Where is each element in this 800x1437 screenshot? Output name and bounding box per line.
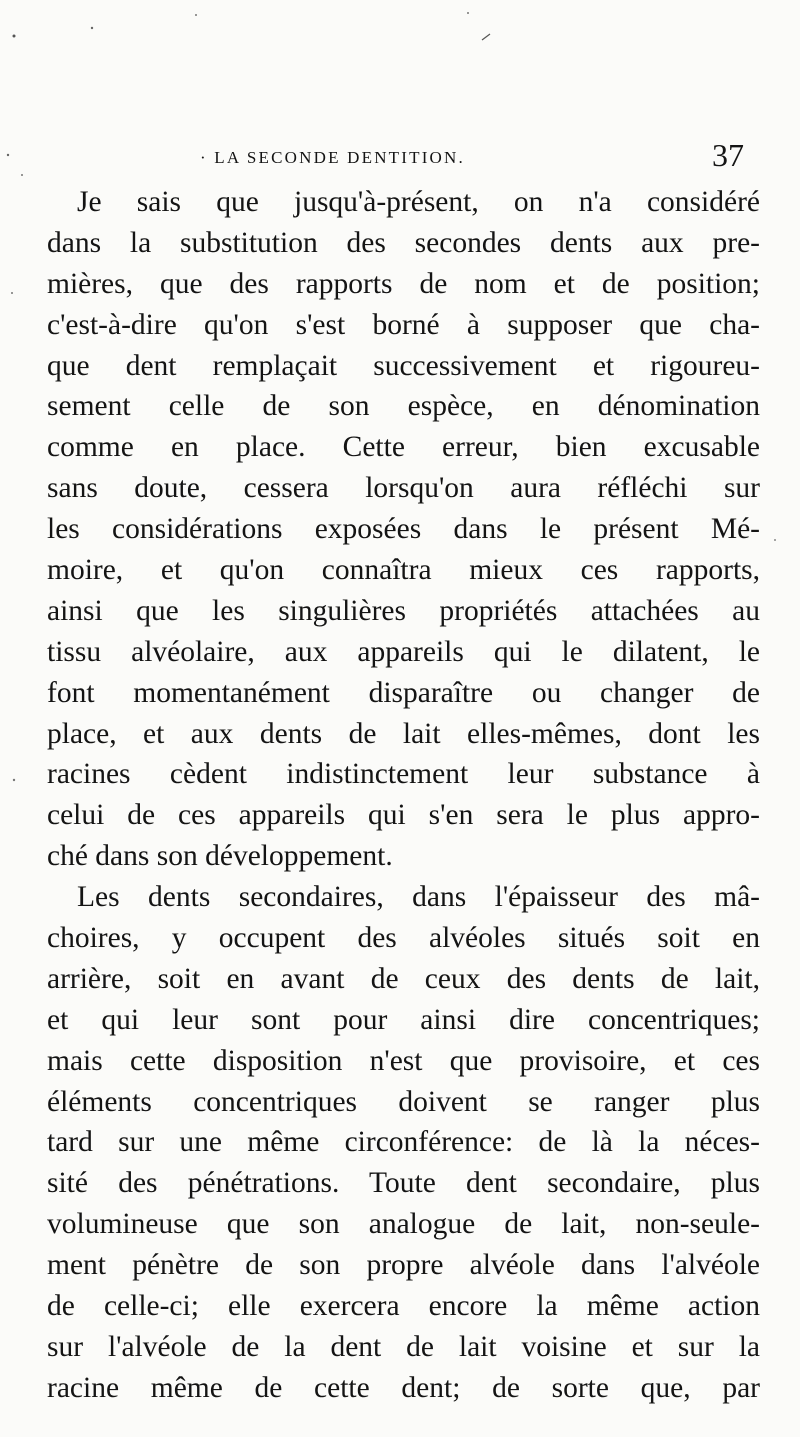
speck xyxy=(11,292,13,294)
text-line: mais cette disposition n'est que provisoire, et ces xyxy=(47,1044,760,1077)
text-line: ché dans son développement. xyxy=(47,840,393,873)
text-line: de celle-ci; elle exercera encore la même action xyxy=(47,1290,760,1323)
page-number: 37 xyxy=(712,137,744,173)
text-line: racines cèdent indistinctement leur substance à xyxy=(47,758,760,791)
text-line: place, et aux dents de lait elles-mêmes, dont les xyxy=(47,717,760,750)
text-line: arrière, soit en avant de ceux des dents de lait, xyxy=(47,962,760,995)
text-line: sement celle de son espèce, en dénomination xyxy=(47,390,760,423)
text-line: moire, et qu'on connaîtra mieux ces rapports, xyxy=(47,554,760,587)
speck xyxy=(91,27,93,29)
text-line: sité des pénétrations. Toute dent secondaire, plus xyxy=(47,1167,760,1200)
text-line: racine même de cette dent; de sorte que, par xyxy=(47,1371,760,1404)
text-line: choires, y occupent des alvéoles situés soit en xyxy=(47,922,760,955)
speck xyxy=(195,14,197,16)
text-line: comme en place. Cette erreur, bien excusable xyxy=(47,431,760,464)
speck xyxy=(482,34,490,40)
text-line: les considérations exposées dans le présent Mé- xyxy=(47,513,760,546)
speck xyxy=(13,779,15,781)
text-line: font momentanément disparaître ou changer de xyxy=(47,676,760,709)
speck xyxy=(21,174,23,176)
running-title: · LA SECONDE DENTITION. xyxy=(200,148,465,167)
text-line: volumineuse que son analogue de lait, non-seule- xyxy=(47,1208,760,1241)
text-line: ment pénètre de son propre alvéole dans l'alvéole xyxy=(47,1249,760,1282)
text-line: sur l'alvéole de la dent de lait voisine et sur la xyxy=(47,1330,760,1363)
speck xyxy=(467,12,469,14)
text-line: Les dents secondaires, dans l'épaisseur des mâ- xyxy=(77,881,760,914)
text-line: tard sur une même circonférence: de là la néces- xyxy=(47,1126,760,1159)
text-line: celui de ces appareils qui s'en sera le plus appro- xyxy=(47,799,760,832)
text-line: dans la substitution des secondes dents aux pre- xyxy=(47,226,760,259)
body-text xyxy=(47,182,760,1409)
text-line: que dent remplaçait successivement et rigoureu- xyxy=(47,349,760,382)
page-header xyxy=(0,137,800,173)
text-line: sans doute, cessera lorsqu'on aura réfléchi sur xyxy=(47,472,760,505)
text-line: éléments concentriques doivent se ranger plus xyxy=(47,1085,760,1118)
speck xyxy=(774,539,776,541)
text-line: et qui leur sont pour ainsi dire concentriques; xyxy=(47,1003,760,1036)
text-line: Je sais que jusqu'à-présent, on n'a considéré xyxy=(77,186,760,218)
text-line: mières, que des rapports de nom et de position; xyxy=(47,267,760,300)
text-line: ainsi que les singulières propriétés attachées au xyxy=(47,594,760,627)
speck xyxy=(13,35,16,38)
text-line: c'est-à-dire qu'on s'est borné à supposer que cha- xyxy=(47,308,760,341)
text-line: tissu alvéolaire, aux appareils qui le dilatent, le xyxy=(47,635,760,668)
